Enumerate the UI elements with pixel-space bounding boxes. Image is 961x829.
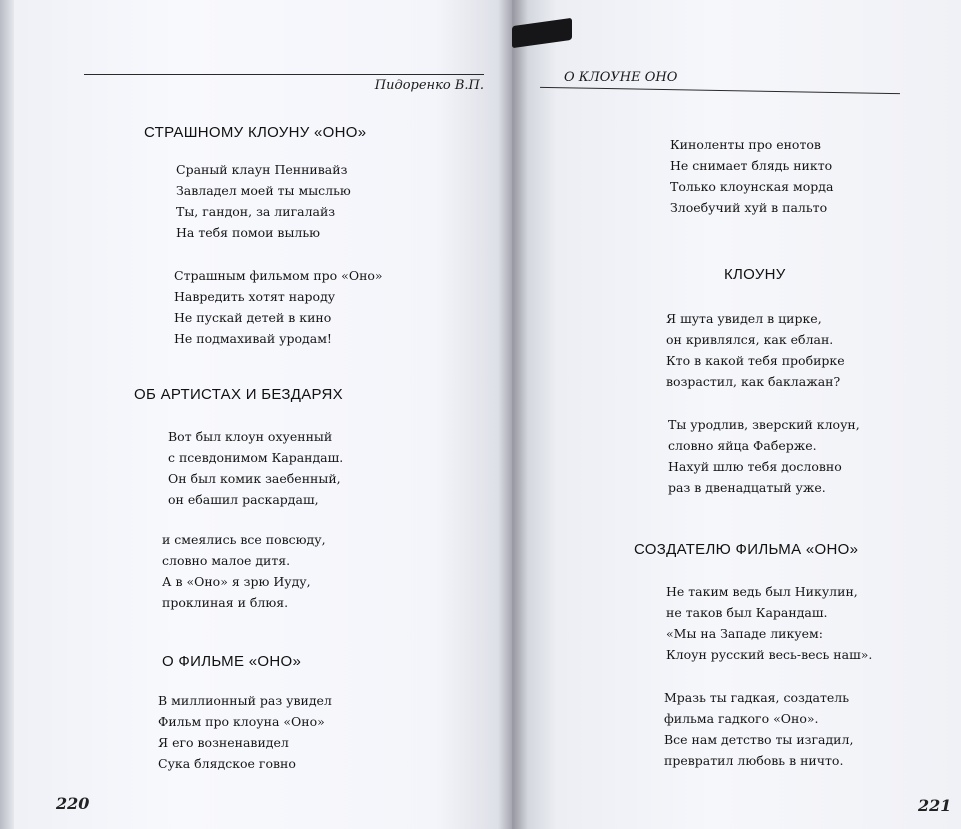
verse-line: Киноленты про енотов <box>670 137 821 152</box>
verse-line: А в «Оно» я зрю Иуду, <box>162 574 311 589</box>
verse-line: словно яйца Фаберже. <box>668 438 817 453</box>
verse-line: Клоун русский весь-весь наш». <box>666 647 873 662</box>
stanza <box>666 308 845 392</box>
verse-line: Страшным фильмом про «Оно» <box>174 268 383 283</box>
verse-line: На тебя помои вылью <box>176 225 321 240</box>
verse-line: Не пускай детей в кино <box>174 310 332 325</box>
stanza <box>666 581 872 665</box>
verse-line: Кто в какой тебя пробирке <box>666 353 845 368</box>
verse-line: В миллионный раз увидел <box>158 693 332 708</box>
page-number: 221 <box>918 796 952 815</box>
verse-line: Он был комик заебенный, <box>168 471 341 486</box>
verse-line: Навредить хотят народу <box>174 289 336 304</box>
verse-line: словно малое дитя. <box>162 553 291 568</box>
verse-line: фильма гадкого «Оно». <box>664 711 819 726</box>
verse-line: Только клоунская морда <box>670 179 834 194</box>
verse-line: Злоебучий хуй в пальто <box>670 200 828 215</box>
verse-line: Вот был клоун охуенный <box>168 429 333 444</box>
stanza <box>176 159 351 243</box>
book-gutter <box>498 0 528 829</box>
verse-line: Не снимает блядь никто <box>670 158 833 173</box>
stanza <box>168 426 343 510</box>
poem-title: КЛОУНУ <box>724 266 786 283</box>
poem-title: СТРАШНОМУ КЛОУНУ «ОНО» <box>144 124 367 141</box>
stanza <box>162 529 326 613</box>
stanza <box>174 265 383 349</box>
verse-line: Мразь ты гадкая, создатель <box>664 690 850 705</box>
verse-line: он ебашил раскардаш, <box>168 492 319 507</box>
page-number: 220 <box>56 794 90 813</box>
verse-line: Не таким ведь был Никулин, <box>666 584 858 599</box>
verse-line: Нахуй шлю тебя дословно <box>668 459 842 474</box>
verse-line: Я его возненавидел <box>158 735 289 750</box>
poem-title: СОЗДАТЕЛЮ ФИЛЬМА «ОНО» <box>634 541 859 558</box>
verse-line: Сраный клаун Пеннивайз <box>176 162 348 177</box>
running-head: Пидоренко В.П. <box>374 78 484 93</box>
right-page <box>512 0 961 829</box>
stanza <box>664 687 853 771</box>
verse-line: Завладел моей ты мыслью <box>176 183 351 198</box>
verse-line: Фильм про клоуна «Оно» <box>158 714 325 729</box>
verse-line: проклиная и блюя. <box>162 595 289 610</box>
verse-line: Не подмахивай уродам! <box>174 331 332 346</box>
stanza <box>158 690 332 774</box>
poem-title: О ФИЛЬМЕ «ОНО» <box>162 653 302 670</box>
poem-title: ОБ АРТИСТАХ И БЕЗДАРЯХ <box>134 386 343 403</box>
verse-line: Все нам детство ты изгадил, <box>664 732 854 747</box>
verse-line: Ты уродлив, зверский клоун, <box>668 417 860 432</box>
running-head: О КЛОУНЕ ОНО <box>564 70 678 85</box>
verse-line: не таков был Карандаш. <box>666 605 828 620</box>
header-rule <box>84 74 484 75</box>
stanza <box>670 134 833 218</box>
verse-line: Ты, гандон, за лигалайз <box>176 204 336 219</box>
page-edge <box>0 0 14 829</box>
verse-line: раз в двенадцатый уже. <box>668 480 826 495</box>
verse-line: «Мы на Западе ликуем: <box>666 626 823 641</box>
verse-line: возрастил, как баклажан? <box>666 374 841 389</box>
verse-line: и смеялись все повсюду, <box>162 532 326 547</box>
verse-line: Я шута увидел в цирке, <box>666 311 822 326</box>
verse-line: превратил любовь в ничто. <box>664 753 844 768</box>
verse-line: Сука блядское говно <box>158 756 296 771</box>
verse-line: он кривлялся, как еблан. <box>666 332 834 347</box>
stanza <box>668 414 860 498</box>
verse-line: с псевдонимом Карандаш. <box>168 450 344 465</box>
